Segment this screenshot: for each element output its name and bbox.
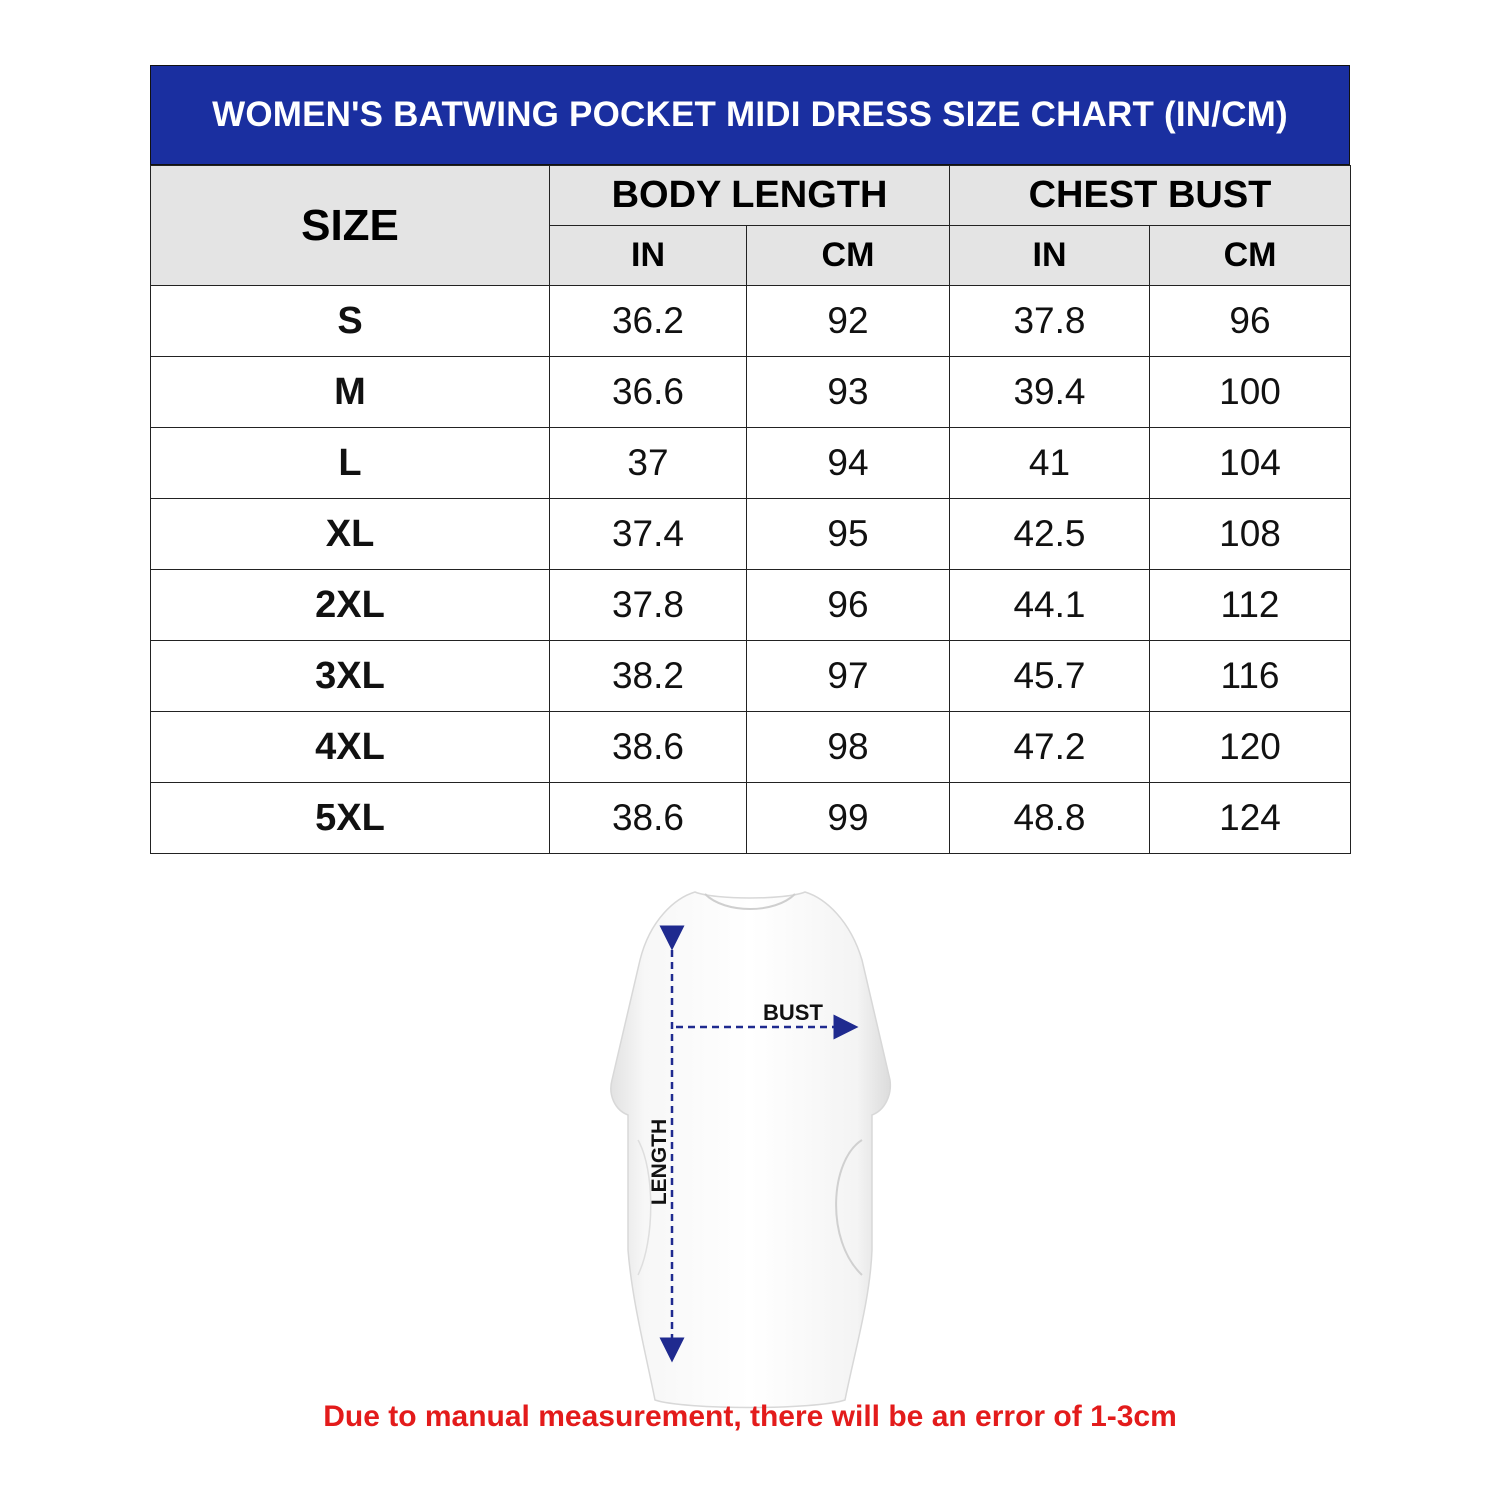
chest-bust-cm-cell: 96 xyxy=(1150,286,1351,357)
header-chest-bust: CHEST BUST xyxy=(950,166,1351,226)
table-row xyxy=(151,286,1351,357)
dress-diagram xyxy=(600,880,900,1420)
header-body-length: BODY LENGTH xyxy=(550,166,950,226)
body-length-cm-cell: 92 xyxy=(747,286,950,357)
body-length-cm-cell: 95 xyxy=(747,499,950,570)
chest-bust-in-cell: 44.1 xyxy=(950,570,1150,641)
chest-bust-cm-cell: 112 xyxy=(1150,570,1351,641)
table-row xyxy=(151,570,1351,641)
table-row xyxy=(151,499,1351,570)
body-length-in-cell: 38.6 xyxy=(550,783,747,854)
chest-bust-in-cell: 42.5 xyxy=(950,499,1150,570)
size-cell: 2XL xyxy=(151,570,550,641)
body-length-cm-cell: 96 xyxy=(747,570,950,641)
chest-bust-in-cell: 37.8 xyxy=(950,286,1150,357)
header-chest-bust-in: IN xyxy=(950,226,1150,286)
measurement-note: Due to manual measurement, there will be an error of 1-3cm xyxy=(323,1400,1177,1433)
chest-bust-cm-cell: 120 xyxy=(1150,712,1351,783)
body-length-cm-cell: 93 xyxy=(747,357,950,428)
body-length-in-cell: 36.6 xyxy=(550,357,747,428)
chest-bust-cm-cell: 124 xyxy=(1150,783,1351,854)
header-body-length-cm: CM xyxy=(747,226,950,286)
body-length-cm-cell: 94 xyxy=(747,428,950,499)
header-size: SIZE xyxy=(151,166,550,286)
table-row xyxy=(151,357,1351,428)
size-cell: M xyxy=(151,357,550,428)
body-length-in-cell: 37.8 xyxy=(550,570,747,641)
body-length-in-cell: 38.6 xyxy=(550,712,747,783)
body-length-in-cell: 38.2 xyxy=(550,641,747,712)
body-length-cm-cell: 97 xyxy=(747,641,950,712)
chest-bust-in-cell: 47.2 xyxy=(950,712,1150,783)
chest-bust-cm-cell: 108 xyxy=(1150,499,1351,570)
size-cell: 5XL xyxy=(151,783,550,854)
chest-bust-in-cell: 39.4 xyxy=(950,357,1150,428)
size-cell: 4XL xyxy=(151,712,550,783)
body-length-cm-cell: 99 xyxy=(747,783,950,854)
header-body-length-in: IN xyxy=(550,226,747,286)
body-length-cm-cell: 98 xyxy=(747,712,950,783)
chest-bust-in-cell: 41 xyxy=(950,428,1150,499)
length-label: LENGTH xyxy=(648,1118,671,1206)
body-length-in-cell: 37.4 xyxy=(550,499,747,570)
chart-title: WOMEN'S BATWING POCKET MIDI DRESS SIZE CHART (IN/CM) xyxy=(150,65,1350,165)
chest-bust-cm-cell: 104 xyxy=(1150,428,1351,499)
table-row xyxy=(151,641,1351,712)
chest-bust-cm-cell: 116 xyxy=(1150,641,1351,712)
size-table xyxy=(150,165,1351,854)
size-cell: XL xyxy=(151,499,550,570)
size-cell: 3XL xyxy=(151,641,550,712)
size-cell: L xyxy=(151,428,550,499)
table-row xyxy=(151,712,1351,783)
chest-bust-in-cell: 48.8 xyxy=(950,783,1150,854)
dress-illustration xyxy=(600,880,900,1420)
body-length-in-cell: 36.2 xyxy=(550,286,747,357)
bust-label: BUST xyxy=(763,1000,823,1025)
body-length-in-cell: 37 xyxy=(550,428,747,499)
header-chest-bust-cm: CM xyxy=(1150,226,1351,286)
table-row xyxy=(151,428,1351,499)
chest-bust-in-cell: 45.7 xyxy=(950,641,1150,712)
size-cell: S xyxy=(151,286,550,357)
table-row xyxy=(151,783,1351,854)
chest-bust-cm-cell: 100 xyxy=(1150,357,1351,428)
